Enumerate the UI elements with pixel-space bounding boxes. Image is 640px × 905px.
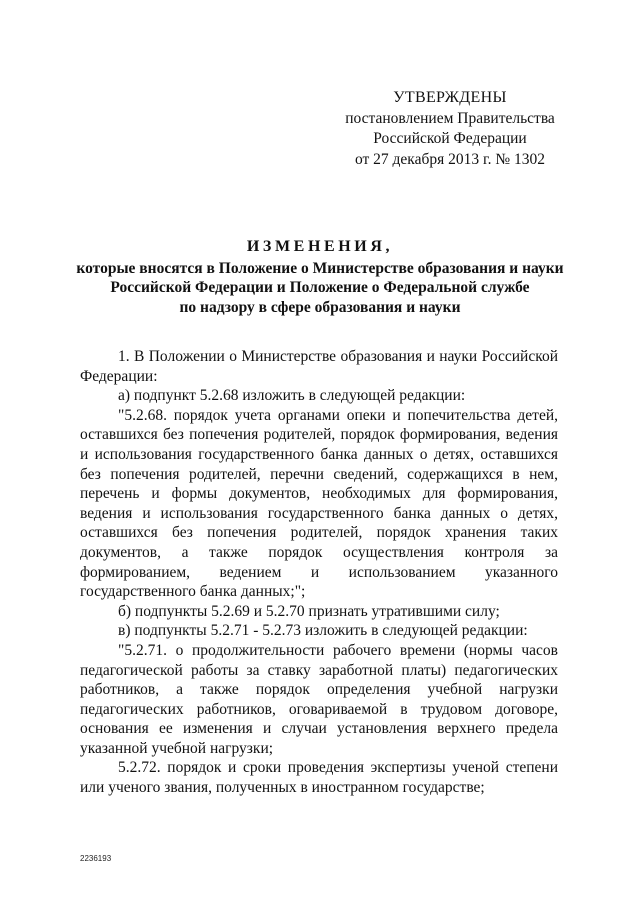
document-body: [80, 347, 558, 798]
paragraph-quote-5-2-72: 5.2.72. порядок и сроки проведения экспертизы ученой степени или ученого звания, полученных в иностранном государстве;: [80, 759, 558, 797]
document-title: [60, 237, 580, 317]
paragraph-quote-5-2-68: "5.2.68. порядок учета органами опеки и попечительства детей, оставшихся без попечения родителей, порядок формирования, ведения и использования государственного банка данных о детях, оставшихся без попечения родителей, перечни сведений, содержащихся в нем, перечень и формы документов, необходимых для формирования, ведения и использования государственного банка данных о детях, оставшихся без попечения родителей, порядок хранения таких документов, а также порядок осуществления контроля за формированием, ведением и использованием указанного государственного банка данных;";: [80, 406, 558, 601]
document-title-main: ИЗМЕНЕНИЯ,: [246, 238, 394, 255]
approval-block: [330, 88, 570, 170]
approval-line-1: постановлением Правительства: [345, 109, 555, 127]
document-title-line-2: Российской Федерации и Положение о Федеральной службе: [110, 279, 530, 296]
paragraph-item-1: 1. В Положении о Министерстве образования и науки Российской Федерации:: [80, 348, 558, 385]
approval-line-3: от 27 декабря 2013 г. № 1302: [354, 150, 546, 168]
paragraph-quote-5-2-71: "5.2.71. о продолжительности рабочего времени (нормы часов педагогической работы за ставку заработной платы) педагогических работников, а также порядок определения учебной нагрузки педагогических работников, оговариваемой в трудовом договоре, основания ее изменения и случаи установления верхнего предела указанной учебной нагрузки;: [80, 641, 558, 757]
paragraph-subitem-a: а) подпункт 5.2.68 изложить в следующей редакции:: [118, 387, 466, 405]
paragraph-subitem-v: в) подпункты 5.2.71 - 5.2.73 изложить в следующей редакции:: [118, 622, 528, 640]
approval-line-2: Российской Федерации: [373, 130, 527, 147]
document-title-line-1: которые вносятся в Положение о Министерстве образования и науки: [76, 259, 564, 277]
approval-heading: УТВЕРЖДЕНЫ: [393, 89, 507, 106]
document-title-line-3: по надзору в сфере образования и науки: [179, 298, 461, 316]
document-code: 2236193: [80, 854, 112, 863]
paragraph-subitem-b: б) подпункты 5.2.69 и 5.2.70 признать утратившими силу;: [118, 602, 500, 620]
